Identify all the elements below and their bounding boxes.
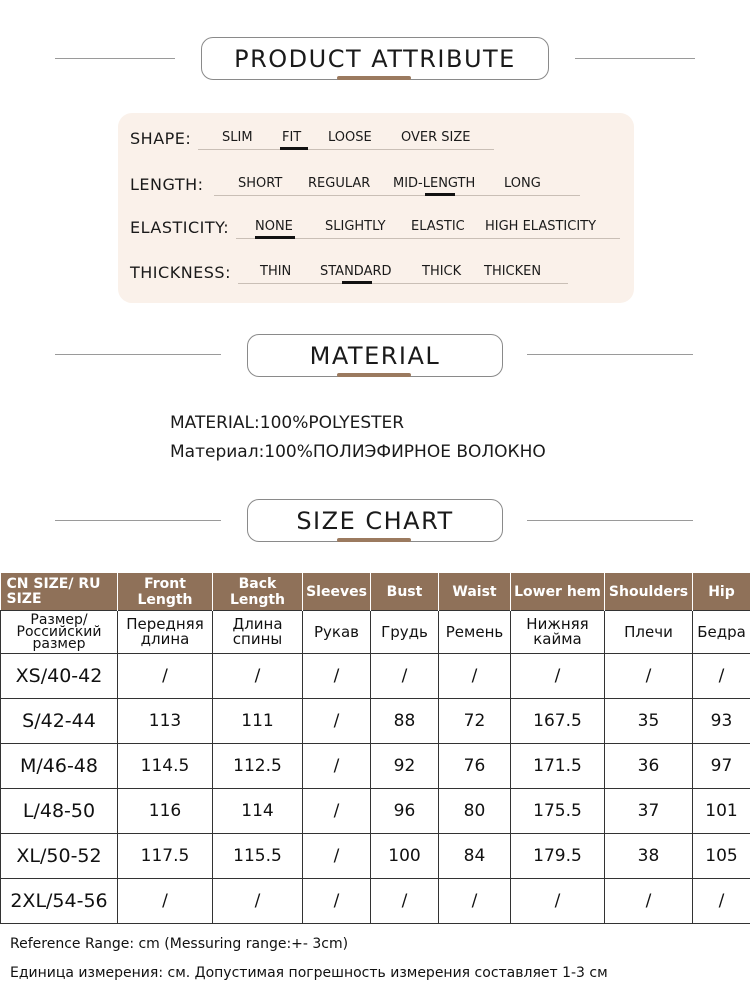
table-cell: / bbox=[213, 654, 303, 699]
table-cell: 35 bbox=[605, 699, 693, 744]
size-chart-heading-text: SIZE CHART bbox=[296, 506, 454, 535]
material-heading-text: MATERIAL bbox=[309, 341, 441, 370]
attribute-option: THICK bbox=[422, 264, 462, 279]
table-header-ru-cell: Ремень bbox=[439, 611, 511, 654]
attribute-row-elasticity bbox=[118, 214, 634, 244]
table-cell: 72 bbox=[439, 699, 511, 744]
selected-marker bbox=[255, 236, 295, 239]
attribute-option: LONG bbox=[504, 176, 541, 191]
table-cell: 112.5 bbox=[213, 744, 303, 789]
table-header-cell: CN SIZE/ RU SIZE bbox=[1, 573, 118, 611]
table-cell: 80 bbox=[439, 789, 511, 834]
table-header-cell: Front Length bbox=[118, 573, 213, 611]
attribute-option: THIN bbox=[260, 264, 292, 279]
table-cell: 93 bbox=[693, 699, 750, 744]
table-cell: 116 bbox=[118, 789, 213, 834]
table-cell: / bbox=[511, 654, 605, 699]
table-header-cell: Hip bbox=[693, 573, 750, 611]
table-cell: / bbox=[303, 879, 371, 924]
table-cell: 114 bbox=[213, 789, 303, 834]
attribute-label: SHAPE: bbox=[130, 129, 192, 148]
table-cell: 115.5 bbox=[213, 834, 303, 879]
table-cell: 101 bbox=[693, 789, 750, 834]
attribute-option: SLIGHTLY bbox=[325, 219, 386, 234]
attribute-label: ELASTICITY: bbox=[130, 218, 230, 237]
table-cell: 100 bbox=[371, 834, 439, 879]
attribute-heading-underline bbox=[337, 76, 411, 80]
table-header-ru-cell: Длина спины bbox=[213, 611, 303, 654]
table-header-ru-cell: Бедра bbox=[693, 611, 750, 654]
table-cell: / bbox=[693, 879, 750, 924]
attribute-underline bbox=[214, 195, 580, 196]
size-table-body bbox=[1, 654, 750, 924]
table-cell: 175.5 bbox=[511, 789, 605, 834]
note-en: Reference Range: cm (Messuring range:+- 3cm) bbox=[10, 936, 349, 952]
attribute-heading-text: PRODUCT ATTRIBUTE bbox=[234, 44, 516, 73]
table-cell: 179.5 bbox=[511, 834, 605, 879]
table-cell: 114.5 bbox=[118, 744, 213, 789]
table-cell: / bbox=[118, 654, 213, 699]
table-cell: / bbox=[605, 654, 693, 699]
attribute-option: OVER SIZE bbox=[401, 130, 471, 145]
attribute-option: LOOSE bbox=[328, 130, 372, 145]
table-cell: 167.5 bbox=[511, 699, 605, 744]
table-cell: 88 bbox=[371, 699, 439, 744]
table-cell: 92 bbox=[371, 744, 439, 789]
attribute-option: FIT bbox=[282, 130, 302, 145]
table-header-cell: Bust bbox=[371, 573, 439, 611]
table-header-ru-cell: Плечи bbox=[605, 611, 693, 654]
table-row bbox=[1, 789, 750, 834]
table-header-ru-cell: Передняя длина bbox=[118, 611, 213, 654]
attribute-underline bbox=[238, 283, 568, 284]
size-chart-heading-underline bbox=[337, 538, 411, 542]
size-label-cell: L/48-50 bbox=[1, 789, 118, 834]
table-cell: / bbox=[303, 834, 371, 879]
note-ru: Единица измерения: см. Допустимая погрешность измерения составляет 1-3 см bbox=[10, 965, 608, 981]
table-row bbox=[1, 744, 750, 789]
attribute-row-length bbox=[118, 171, 634, 201]
attribute-option: SHORT bbox=[238, 176, 283, 191]
table-cell: 105 bbox=[693, 834, 750, 879]
table-row bbox=[1, 879, 750, 924]
table-cell: 38 bbox=[605, 834, 693, 879]
table-header-cell: Shoulders bbox=[605, 573, 693, 611]
table-header-ru-cell: Грудь bbox=[371, 611, 439, 654]
table-cell: / bbox=[439, 654, 511, 699]
size-table bbox=[0, 573, 750, 924]
selected-marker bbox=[280, 147, 308, 150]
table-cell: / bbox=[303, 699, 371, 744]
attribute-divider-right bbox=[575, 58, 695, 59]
table-cell: 113 bbox=[118, 699, 213, 744]
attribute-underline bbox=[198, 149, 494, 150]
size-chart-divider-left bbox=[55, 520, 221, 521]
material-heading bbox=[247, 334, 503, 377]
size-label-cell: S/42-44 bbox=[1, 699, 118, 744]
attribute-label: LENGTH: bbox=[130, 175, 204, 194]
table-cell: / bbox=[213, 879, 303, 924]
material-divider-left bbox=[55, 354, 221, 355]
table-cell: 36 bbox=[605, 744, 693, 789]
attribute-option: REGULAR bbox=[308, 176, 371, 191]
attribute-option: HIGH ELASTICITY bbox=[485, 219, 597, 234]
attribute-option: ELASTIC bbox=[411, 219, 465, 234]
table-cell: / bbox=[511, 879, 605, 924]
table-cell: / bbox=[303, 789, 371, 834]
material-heading-underline bbox=[337, 373, 411, 377]
table-row bbox=[1, 699, 750, 744]
table-header-cell: Lower hem bbox=[511, 573, 605, 611]
table-cell: / bbox=[118, 879, 213, 924]
material-text-ru: Материал:100%ПОЛИЭФИРНОЕ ВОЛОКНО bbox=[170, 442, 546, 462]
table-cell: 117.5 bbox=[118, 834, 213, 879]
size-label-cell: M/46-48 bbox=[1, 744, 118, 789]
attribute-option: SLIM bbox=[222, 130, 253, 145]
table-header-ru-cell: Рукав bbox=[303, 611, 371, 654]
table-header-cell: Sleeves bbox=[303, 573, 371, 611]
attribute-row-shape bbox=[118, 125, 634, 155]
table-cell: 97 bbox=[693, 744, 750, 789]
attribute-divider-left bbox=[55, 58, 175, 59]
table-cell: / bbox=[371, 654, 439, 699]
table-header-ru-cell: Размер/ Российский размер bbox=[1, 611, 118, 654]
table-cell: 111 bbox=[213, 699, 303, 744]
table-header-cell: Waist bbox=[439, 573, 511, 611]
size-label-cell: XS/40-42 bbox=[1, 654, 118, 699]
table-cell: / bbox=[303, 654, 371, 699]
attribute-row-thickness bbox=[118, 259, 634, 289]
table-row bbox=[1, 834, 750, 879]
table-cell: / bbox=[605, 879, 693, 924]
size-chart-heading bbox=[247, 499, 503, 542]
size-label-cell: 2XL/54-56 bbox=[1, 879, 118, 924]
selected-marker bbox=[342, 281, 372, 284]
attribute-option: THICKEN bbox=[484, 264, 542, 279]
table-header-row bbox=[1, 573, 750, 611]
table-header-cell: Back Length bbox=[213, 573, 303, 611]
table-cell: / bbox=[371, 879, 439, 924]
attribute-option: MID-LENGTH bbox=[393, 176, 476, 191]
attribute-panel bbox=[118, 113, 634, 303]
material-divider-right bbox=[527, 354, 693, 355]
table-cell: / bbox=[693, 654, 750, 699]
size-label-cell: XL/50-52 bbox=[1, 834, 118, 879]
table-row bbox=[1, 654, 750, 699]
material-text-en: MATERIAL:100%POLYESTER bbox=[170, 413, 405, 433]
table-cell: 37 bbox=[605, 789, 693, 834]
selected-marker bbox=[425, 193, 455, 196]
table-header-ru-row bbox=[1, 611, 750, 654]
attribute-label: THICKNESS: bbox=[130, 263, 231, 282]
attribute-option: STANDARD bbox=[320, 264, 392, 279]
table-cell: 84 bbox=[439, 834, 511, 879]
table-cell: / bbox=[439, 879, 511, 924]
table-cell: 76 bbox=[439, 744, 511, 789]
table-cell: 96 bbox=[371, 789, 439, 834]
table-cell: / bbox=[303, 744, 371, 789]
table-cell: 171.5 bbox=[511, 744, 605, 789]
size-chart-divider-right bbox=[527, 520, 693, 521]
attribute-option: NONE bbox=[255, 219, 293, 234]
table-header-ru-cell: Нижняя кайма bbox=[511, 611, 605, 654]
attribute-heading bbox=[201, 37, 549, 80]
